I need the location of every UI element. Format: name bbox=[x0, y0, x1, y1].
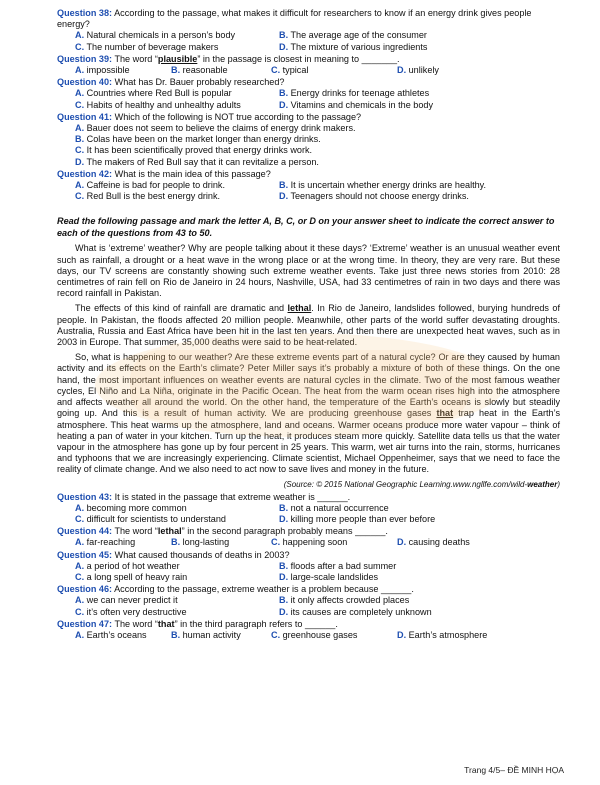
option-text: Red Bull is the best energy drink. bbox=[84, 191, 221, 202]
option-letter: D. bbox=[279, 99, 289, 110]
option-text: It is uncertain whether energy drinks are healthy. bbox=[288, 180, 487, 191]
source-text: weather bbox=[527, 479, 558, 489]
option-letter: D. bbox=[397, 537, 407, 548]
option-text: Vitamins and chemicals in the body bbox=[288, 99, 433, 110]
option-text: killing more people than ever before bbox=[288, 513, 436, 524]
question-number: Question 41: bbox=[57, 111, 113, 122]
question-47 bbox=[57, 619, 560, 641]
option-letter: A. bbox=[75, 123, 85, 134]
option-letter: B. bbox=[279, 30, 289, 41]
passage-source bbox=[57, 480, 560, 490]
question-number: Question 42: bbox=[57, 168, 113, 179]
option-text: Countries where Red Bull is popular bbox=[84, 88, 232, 99]
question-number: Question 43: bbox=[57, 491, 113, 502]
option-letter: B. bbox=[279, 180, 289, 191]
option-row bbox=[57, 30, 560, 41]
option-text: we can never predict it bbox=[84, 595, 178, 606]
question-text: ” in the third paragraph refers to ______. bbox=[174, 618, 338, 629]
question-number: Question 39: bbox=[57, 53, 113, 64]
option-c[interactable] bbox=[57, 191, 277, 202]
option-d[interactable] bbox=[277, 607, 497, 618]
question-number: Question 46: bbox=[57, 584, 113, 595]
option-text: not a natural occurrence bbox=[288, 502, 389, 513]
option-b[interactable] bbox=[277, 30, 497, 41]
option-text: long-lasting bbox=[180, 537, 230, 548]
option-text: It has been scientifically proved that energy drinks work. bbox=[84, 145, 313, 156]
option-b[interactable] bbox=[57, 134, 560, 145]
option-letter: A. bbox=[75, 65, 85, 76]
option-text: Caffeine is bad for people to drink. bbox=[84, 180, 225, 191]
question-43 bbox=[57, 492, 560, 526]
option-letter: B. bbox=[279, 502, 289, 513]
option-row bbox=[57, 100, 560, 111]
option-letter: A. bbox=[75, 560, 85, 571]
option-letter: D. bbox=[279, 606, 289, 617]
option-letter: C. bbox=[75, 41, 85, 52]
passage-text: . In Rio de Janeiro, landslides followed, burying hundreds of people. In Pakistan, the floods affected 20 million people. Meanwhile, other parts of the world suffer devastating droughts. Australia, Russia and East Africa have been hit in the last ten years. And then there are unexpected heat waves, such as in 2003 in Europe. That summer, 35,000 deaths were said to be heat-related. bbox=[57, 303, 560, 348]
option-a[interactable] bbox=[57, 30, 277, 41]
option-a[interactable] bbox=[57, 65, 169, 76]
option-letter: C. bbox=[271, 537, 281, 548]
option-a[interactable] bbox=[57, 88, 277, 99]
option-text: unlikely bbox=[406, 65, 439, 76]
question-stem bbox=[57, 169, 560, 180]
option-c[interactable] bbox=[269, 537, 395, 548]
question-text: Which of the following is NOT true according to the passage? bbox=[112, 111, 362, 122]
option-d[interactable] bbox=[277, 572, 497, 583]
option-text: Colas have been on the market longer than energy drinks. bbox=[84, 134, 321, 145]
question-number: Question 38: bbox=[57, 8, 113, 18]
option-row bbox=[57, 503, 560, 514]
option-text: becoming more common bbox=[84, 502, 187, 513]
option-letter: C. bbox=[75, 606, 85, 617]
option-a[interactable] bbox=[57, 630, 169, 641]
option-row bbox=[57, 572, 560, 583]
option-letter: D. bbox=[397, 65, 407, 76]
option-text: greenhouse gases bbox=[280, 629, 358, 640]
option-letter: A. bbox=[75, 595, 85, 606]
option-letter: B. bbox=[279, 595, 289, 606]
option-letter: D. bbox=[279, 41, 289, 52]
option-c[interactable] bbox=[57, 100, 277, 111]
option-c[interactable] bbox=[57, 514, 277, 525]
option-d[interactable] bbox=[395, 630, 507, 641]
question-42 bbox=[57, 169, 560, 203]
option-c[interactable] bbox=[269, 630, 395, 641]
option-letter: C. bbox=[75, 191, 85, 202]
question-stem bbox=[57, 550, 560, 561]
option-letter: D. bbox=[279, 571, 289, 582]
question-40 bbox=[57, 77, 560, 111]
question-38 bbox=[57, 8, 560, 53]
section-instruction: Read the following passage and mark the letter A, B, C, or D on your answer sheet to indicate the correct answer to each of the questions from 43 to 50. bbox=[57, 216, 555, 238]
question-number: Question 44: bbox=[57, 526, 113, 537]
option-letter: B. bbox=[171, 629, 181, 640]
option-letter: A. bbox=[75, 180, 85, 191]
option-text: Energy drinks for teenage athletes bbox=[288, 88, 430, 99]
question-number: Question 45: bbox=[57, 549, 113, 560]
question-text: ” in the passage is closest in meaning to _______. bbox=[197, 53, 400, 64]
option-text: a period of hot weather bbox=[84, 560, 180, 571]
option-d[interactable] bbox=[57, 157, 560, 168]
option-letter: A. bbox=[75, 502, 85, 513]
passage-keyword: that bbox=[436, 408, 454, 419]
question-number: Question 40: bbox=[57, 77, 113, 88]
option-c[interactable] bbox=[57, 607, 277, 618]
option-row bbox=[57, 514, 560, 525]
option-letter: A. bbox=[75, 88, 85, 99]
question-text: According to the passage, what makes it difficult for researchers to know if an energy drink gives people energy? bbox=[57, 8, 532, 30]
option-text: floods after a bad summer bbox=[288, 560, 397, 571]
option-text: it only affects crowded places bbox=[288, 595, 410, 606]
option-letter: C. bbox=[75, 513, 85, 524]
option-b[interactable] bbox=[169, 65, 269, 76]
option-d[interactable] bbox=[277, 191, 497, 202]
option-row bbox=[57, 561, 560, 572]
option-letter: A. bbox=[75, 30, 85, 41]
option-text: happening soon bbox=[280, 537, 348, 548]
option-text: Bauer does not seem to believe the claims of energy drink makers. bbox=[84, 123, 356, 134]
option-letter: C. bbox=[271, 65, 281, 76]
option-letter: C. bbox=[75, 145, 85, 156]
option-text: difficult for scientists to understand bbox=[84, 513, 226, 524]
option-a[interactable] bbox=[57, 537, 169, 548]
option-letter: D. bbox=[279, 191, 289, 202]
passage-text: So, what is happening to our weather? Are these extreme events part of a natural cycle? Or are they caused by human activity and its effects on the Earth’s climate? Peter Miller says it’s probably a mixture of both of these things. On the one hand, the most important influences on weather events are natural cycles in the climate. Two of the most famous weather cycles, El Niño and La Niña, originate in the Pacific Ocean. The heat from the warm ocean rises high into the atmosphere and affects weather all around the world. On the other hand, the temperature of the Earth’s oceans is slowly but steadily going up. And this is a result of human activity. We are producing greenhouse gases bbox=[57, 352, 560, 419]
option-row bbox=[57, 607, 560, 618]
option-text: The mixture of various ingredients bbox=[288, 41, 428, 52]
question-text: It is stated in the passage that extreme weather is ______. bbox=[112, 491, 351, 502]
option-letter: B. bbox=[75, 134, 85, 145]
option-letter: C. bbox=[75, 571, 85, 582]
option-d[interactable] bbox=[277, 514, 497, 525]
option-b[interactable] bbox=[277, 561, 497, 572]
question-44 bbox=[57, 526, 560, 548]
question-stem bbox=[57, 526, 560, 537]
question-stem bbox=[57, 54, 560, 65]
option-text: Habits of healthy and unhealthy adults bbox=[84, 99, 241, 110]
option-letter: D. bbox=[397, 629, 407, 640]
option-b[interactable] bbox=[277, 88, 497, 99]
option-d[interactable] bbox=[395, 537, 507, 548]
option-c[interactable] bbox=[57, 42, 277, 53]
option-letter: C. bbox=[271, 629, 281, 640]
question-keyword: plausible bbox=[157, 53, 198, 64]
question-stem bbox=[57, 584, 560, 595]
option-letter: C. bbox=[75, 99, 85, 110]
option-a[interactable] bbox=[57, 503, 277, 514]
question-text: The word “ bbox=[112, 618, 158, 629]
option-b[interactable] bbox=[169, 630, 269, 641]
question-text: According to the passage, extreme weather is a problem because ______. bbox=[112, 584, 414, 595]
option-text: human activity bbox=[180, 629, 241, 640]
option-b[interactable] bbox=[277, 503, 497, 514]
question-text: The word “ bbox=[112, 53, 158, 64]
option-text: far-reaching bbox=[84, 537, 136, 548]
option-text: Natural chemicals in a person’s body bbox=[84, 30, 236, 41]
option-row bbox=[57, 65, 560, 76]
option-row bbox=[57, 595, 560, 606]
source-text: (Source: © 2015 National Geographic Learning.www.ngllfe.com/wild- bbox=[283, 479, 528, 489]
question-41 bbox=[57, 112, 560, 168]
question-text: What has Dr. Bauer probably researched? bbox=[112, 77, 285, 88]
option-text: Earth’s oceans bbox=[84, 629, 147, 640]
source-text: ) bbox=[557, 479, 560, 489]
option-text: typical bbox=[280, 65, 309, 76]
passage-paragraph-2 bbox=[57, 303, 560, 348]
option-d[interactable] bbox=[277, 42, 497, 53]
option-text: a long spell of heavy rain bbox=[84, 571, 188, 582]
question-text: What caused thousands of deaths in 2003? bbox=[112, 549, 290, 560]
option-letter: A. bbox=[75, 629, 85, 640]
question-stem bbox=[57, 492, 560, 503]
option-row bbox=[57, 180, 560, 191]
option-text: large-scale landslides bbox=[288, 571, 379, 582]
option-c[interactable] bbox=[57, 572, 277, 583]
option-text: reasonable bbox=[180, 65, 228, 76]
passage-paragraph-3 bbox=[57, 352, 560, 475]
option-letter: A. bbox=[75, 537, 85, 548]
option-text: The makers of Red Bull say that it can revitalize a person. bbox=[84, 156, 319, 167]
option-letter: B. bbox=[171, 537, 181, 548]
option-text: The average age of the consumer bbox=[288, 30, 427, 41]
option-b[interactable] bbox=[169, 537, 269, 548]
option-text: its causes are completely unknown bbox=[288, 606, 432, 617]
question-stem bbox=[57, 8, 560, 30]
passage-keyword: lethal bbox=[287, 303, 312, 314]
question-stem bbox=[57, 112, 560, 123]
option-d[interactable] bbox=[277, 100, 497, 111]
question-keyword: lethal bbox=[157, 526, 182, 537]
question-39 bbox=[57, 54, 560, 76]
option-a[interactable] bbox=[57, 595, 277, 606]
passage-text: The effects of this kind of rainfall are dramatic and bbox=[75, 303, 288, 314]
option-text: Earth’s atmosphere bbox=[406, 629, 488, 640]
option-row bbox=[57, 42, 560, 53]
question-text: ” in the second paragraph probably means ______. bbox=[181, 526, 388, 537]
question-keyword: that bbox=[157, 618, 175, 629]
page-footer: Trang 4/5– ĐỀ MINH HỌA bbox=[464, 765, 564, 775]
option-b[interactable] bbox=[277, 595, 497, 606]
option-text: impossible bbox=[84, 65, 130, 76]
passage-text: trap heat in the Earth’s atmosphere. This heat warms up the atmosphere, land and oceans. Warmer oceans produce more water vapour – think of heating a pan of water in your kitchen. Turn up the heat, it produces steam more quickly. Satellite data tells us that the water vapour in the atmosphere has gone up by four percent in 25 years. This warm, wet air turns into the rain, storms, hurricanes and typhoons that we are increasingly experiencing. Climate scientist, Michael Oppenheimer, says that we need to face the reality of climate change. And we also need to act now to save lives and money in the future. bbox=[57, 408, 560, 475]
option-a[interactable] bbox=[57, 180, 277, 191]
option-letter: B. bbox=[171, 65, 181, 76]
option-row bbox=[57, 191, 560, 202]
option-letter: D. bbox=[279, 513, 289, 524]
option-a[interactable] bbox=[57, 123, 560, 134]
question-text: What is the main idea of this passage? bbox=[112, 168, 271, 179]
option-b[interactable] bbox=[277, 180, 497, 191]
question-46 bbox=[57, 584, 560, 618]
passage-paragraph-1: What is ‘extreme’ weather? Why are people talking about it these days? ‘Extreme’ weather is an unusual weather event such as rainfall, a drought or a heat wave in the wrong place or at the wrong time. In theory, they are very rare. But these days, our TV screens are constantly showing such extreme weather events. Take just three news stories from 2010: 28 centimetres of rain fell on Rio de Janeiro in 24 hours, Nashville, USA, had 33 centimetres of rain in two days and there was record rainfall in Pakistan. bbox=[57, 243, 560, 299]
option-a[interactable] bbox=[57, 561, 277, 572]
option-text: it’s often very destructive bbox=[84, 606, 187, 617]
option-letter: B. bbox=[279, 88, 289, 99]
option-letter: B. bbox=[279, 560, 289, 571]
option-row bbox=[57, 537, 560, 548]
option-text: Teenagers should not choose energy drinks. bbox=[288, 191, 469, 202]
option-c[interactable] bbox=[269, 65, 395, 76]
option-row bbox=[57, 88, 560, 99]
option-d[interactable] bbox=[395, 65, 507, 76]
option-c[interactable] bbox=[57, 145, 560, 156]
question-stem bbox=[57, 619, 560, 630]
option-text: The number of beverage makers bbox=[84, 41, 219, 52]
question-number: Question 47: bbox=[57, 618, 113, 629]
question-45 bbox=[57, 550, 560, 584]
question-stem bbox=[57, 77, 560, 88]
question-text: The word “ bbox=[112, 526, 158, 537]
option-letter: D. bbox=[75, 156, 85, 167]
option-row bbox=[57, 630, 560, 641]
option-text: causing deaths bbox=[406, 537, 470, 548]
